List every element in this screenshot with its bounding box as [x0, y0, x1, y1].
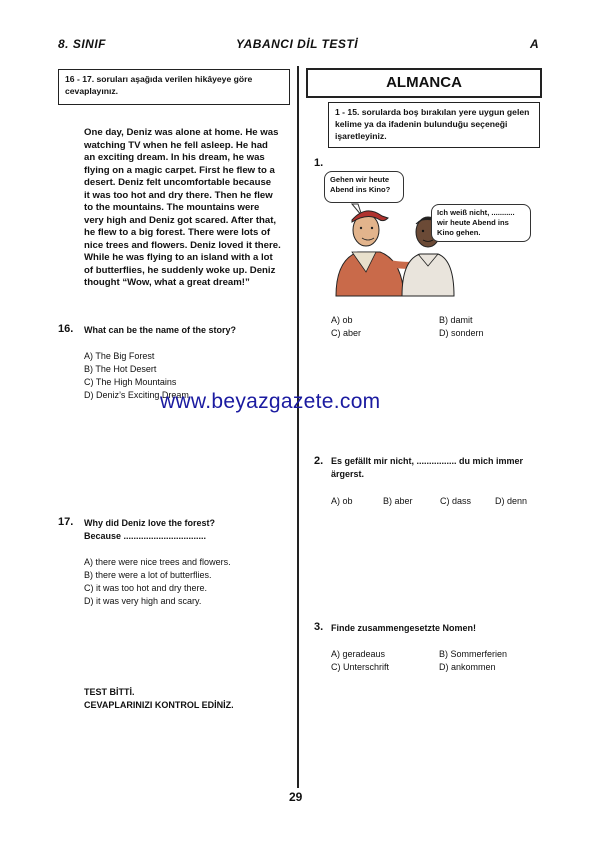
q1-option-d[interactable]: D) sondern [439, 328, 484, 338]
q17-options [84, 556, 231, 608]
story-line: desert. Deniz felt uncomfortable because [84, 177, 272, 188]
check-answers-line: CEVAPLARINIZI KONTROL EDİNİZ. [84, 699, 234, 710]
q2-text: Es gefällt mir nicht, ................ du mich immer ärgerst. [331, 456, 524, 479]
q17-question: Why did Deniz love the forest? [84, 518, 216, 528]
q2-number: 2. [314, 455, 324, 467]
story-line: thought “Wow, what a great dream!” [84, 277, 250, 288]
section-title: ALMANCA [386, 74, 462, 91]
story-line: very high and Deniz got scared. After that, [84, 214, 277, 226]
watermark-text: www.beyazgazete.com [160, 390, 381, 413]
test-end-line: TEST BİTTİ. [84, 687, 135, 697]
q3-number: 3. [314, 621, 324, 633]
q17-option-d[interactable]: D) it was very high and scary. [84, 596, 202, 606]
q1-option-c[interactable]: C) aber [331, 328, 362, 338]
left-bubble-text: Gehen wir heute Abend ins Kino? [330, 175, 391, 194]
section-title-box [306, 68, 542, 98]
q1-number: 1. [314, 157, 324, 169]
left-instruction-text: 16 - 17. soruları aşağıda verilen hikâyeye göre cevaplayınız. [65, 74, 253, 96]
q17-option-c[interactable]: C) it was too hot and dry there. [84, 583, 208, 593]
left-speech-bubble [324, 171, 404, 203]
test-end-note [84, 686, 234, 711]
q1-option-a[interactable]: A) ob [331, 315, 353, 325]
q17-option-a[interactable]: A) there were nice trees and flowers. [84, 557, 231, 567]
q3-text: Finde zusammengesetzte Nomen! [331, 623, 477, 633]
q2-option-d[interactable]: D) denn [495, 496, 528, 506]
q3-option-b[interactable]: B) Sommerferien [439, 649, 508, 659]
q16-option-c[interactable]: C) The High Mountains [84, 377, 177, 387]
q2-option-a[interactable]: A) ob [331, 496, 353, 506]
q16-option-d[interactable]: D) Deniz’s Exciting Dream [84, 390, 189, 400]
q17-option-b[interactable]: B) there were a lot of butterflies. [84, 570, 212, 580]
page-number: 29 [289, 790, 303, 804]
q17-number: 17. [58, 516, 74, 528]
right-instruction-text: 1 - 15. sorularda boş bırakılan yere uygun gelen kelime ya da ifadenin bulunduğu seçeneği işaretleyiniz. [335, 107, 530, 141]
story-line: flying on a magic carpet. First he flew to a [84, 164, 275, 176]
story-line: an exciting dream. In his dream, he was [84, 152, 265, 163]
left-instruction-box [58, 69, 290, 105]
test-title: YABANCI DİL TESTİ [236, 37, 359, 51]
q3-option-a[interactable]: A) geradeaus [331, 649, 386, 659]
q3-option-c[interactable]: C) Unterschrift [331, 662, 390, 672]
story-line: While he was flying to an island with a lot [84, 252, 273, 263]
grade-label: 8. SINIF [58, 37, 107, 51]
q17-text [84, 517, 215, 542]
q3-option-d[interactable]: D) ankommen [439, 662, 496, 672]
column-divider [297, 66, 299, 788]
story-line: of butterflies, he suddenly woke up. Deniz [84, 264, 276, 276]
right-bubble-text: Ich weiß nicht, ........... wir heute Abend ins Kino gehen. [437, 208, 515, 237]
q17-because: Because ................................. [84, 530, 207, 541]
booklet-letter: A [530, 37, 540, 51]
story-line: One day, Deniz was alone at home. He was [84, 127, 279, 138]
story-line: he flew to a big forest. There were lots of [84, 227, 271, 238]
q16-option-b[interactable]: B) The Hot Desert [84, 364, 157, 374]
right-instruction-box [328, 102, 540, 148]
story-line: nice trees and flowers. Deniz loved it there. [84, 239, 281, 251]
story-line: watching TV when he fell asleep. He had [84, 139, 268, 151]
right-speech-bubble [431, 204, 531, 242]
story-passage [84, 127, 294, 290]
q1-option-b[interactable]: B) damit [439, 315, 473, 325]
q2-option-b[interactable]: B) aber [383, 496, 413, 506]
story-line: to the mountains. The mountains were [84, 202, 260, 213]
q16-number: 16. [58, 323, 74, 335]
q16-option-a[interactable]: A) The Big Forest [84, 351, 155, 361]
q2-option-c[interactable]: C) dass [440, 496, 472, 506]
story-line: it was too hot and dry there. Then he flew [84, 189, 273, 201]
q16-text: What can be the name of the story? [84, 325, 237, 335]
